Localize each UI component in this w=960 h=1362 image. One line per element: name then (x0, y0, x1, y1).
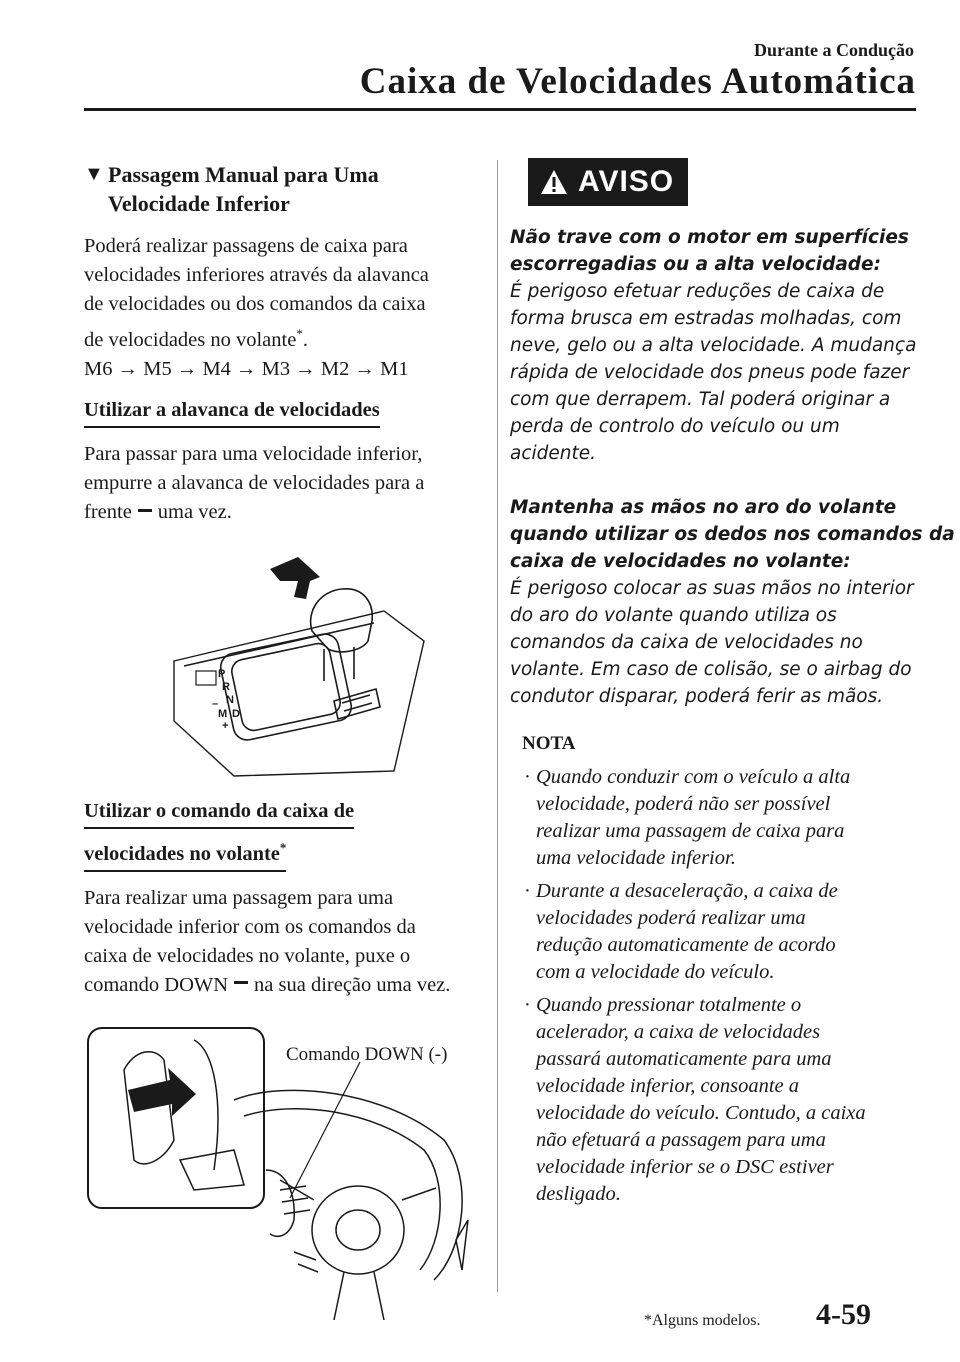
heading-line: Passagem Manual para Uma (108, 162, 379, 187)
header-section: Durante a Condução (753, 40, 914, 60)
warning-text-line: volante. Em caso de colisão, se o airbag do (510, 659, 912, 680)
arrow-forward-icon (270, 557, 320, 599)
heading-line: Velocidade Inferior (108, 191, 290, 216)
callout-leader (290, 1062, 360, 1198)
lever-subheading: Utilizar a alavanca de velocidades (84, 396, 380, 428)
nota-line: uma velocidade inferior. (536, 847, 736, 869)
nota-line: realizar uma passagem de caixa para (536, 820, 845, 842)
gate-label-d: D (232, 707, 240, 720)
footnote: *Alguns modelos. (644, 1312, 761, 1329)
minus-icon (138, 509, 152, 512)
callout-label: Comando DOWN (-) (286, 1043, 448, 1065)
gate-label-plus: + (222, 719, 229, 732)
gate-label-p: P (218, 667, 226, 680)
page-number: 4-59 (816, 1298, 871, 1331)
text-line: de velocidades ou dos comandos da caixa (84, 293, 426, 315)
nota-line: velocidade do veículo. Contudo, a caixa (536, 1102, 866, 1124)
warning-title-line: Não trave com o motor em superfícies (510, 227, 909, 248)
page-title: Caixa de Velocidades Automática (359, 61, 916, 102)
text-line: comando DOWN (84, 973, 229, 996)
footnote-mark: * (296, 326, 303, 341)
text-line: empurre a alavanca de velocidades para a (84, 471, 425, 494)
intro-paragraph (84, 232, 476, 384)
left-column (84, 160, 476, 1320)
text-line: Poderá realizar passagens de caixa para (84, 235, 408, 257)
warning-text-line: comandos da caixa de velocidades no (510, 632, 863, 653)
subheading-line: Utilizar o comando da caixa de (84, 797, 354, 829)
column-divider (497, 160, 498, 1292)
nota-item (524, 878, 922, 986)
warning-text-line: rápida de velocidade dos pneus pode fazer (510, 362, 910, 383)
warning-text-line: acidente. (510, 443, 597, 464)
text-line: uma vez. (157, 500, 232, 523)
gate-label-n: N (226, 693, 234, 706)
gate-label-minus: – (212, 697, 219, 710)
header-rule (84, 108, 916, 111)
subheading-line: velocidades no volante (84, 842, 280, 865)
warning-text-line: forma brusca em estradas molhadas, com (510, 308, 902, 329)
nota-item (524, 992, 922, 1208)
warning-text-line: perda de controlo do veículo ou um (510, 416, 840, 437)
gate-label-r: R (222, 680, 230, 693)
text-line: caixa de velocidades no volante, puxe o (84, 944, 411, 967)
warning-icon (540, 169, 568, 195)
section-heading (84, 160, 476, 218)
warning-body (510, 224, 955, 710)
text-line: Para passar para uma velocidade inferior, (84, 442, 423, 465)
text-line: Para realizar uma passagem para uma (84, 886, 394, 909)
footnote-mark: * (279, 839, 287, 855)
bullet-dot-icon: · (524, 766, 531, 788)
gate-label-m: M (218, 707, 228, 720)
warning-text-line: É perigoso colocar as suas mãos no interior (510, 578, 914, 599)
nota-label: NOTA (522, 733, 576, 754)
nota-line: Quando conduzir com o veículo a alta (536, 766, 851, 788)
warning-text-line: do aro do volante quando utiliza os (510, 605, 837, 626)
warning-title-line: Mantenha as mãos no aro do volante (510, 497, 897, 518)
aviso-badge (528, 158, 688, 206)
wheel-subheading (84, 797, 476, 872)
nota-item (524, 764, 922, 872)
bullet-dot-icon: · (524, 880, 531, 902)
warning-text-line: condutor disparar, poderá ferir as mãos. (510, 686, 884, 707)
text-line: na sua direção uma vez. (254, 973, 451, 996)
nota-line: velocidade inferior se o DSC estiver (536, 1156, 834, 1178)
warning-title-line: escorregadias ou a alta velocidade: (510, 254, 881, 275)
text-line: velocidades inferiores através da alavanca (84, 264, 429, 286)
lever-paragraph (84, 440, 476, 527)
nota-line: não efetuará a passagem para uma (536, 1129, 826, 1151)
text-line: frente (84, 500, 132, 523)
text-line: velocidade inferior com os comandos da (84, 915, 416, 938)
gear-sequence: M6 → M5 → M4 → M3 → M2 → M1 (84, 357, 409, 380)
minus-icon (234, 981, 248, 984)
warning-title-line: quando utilizar os dedos nos comandos da (510, 524, 955, 545)
warning-title-line: caixa de velocidades no volante: (510, 551, 851, 572)
shifter-illustration (84, 551, 476, 787)
steering-wheel-drawing (84, 1020, 476, 1320)
nota-line: redução automaticamente de acordo (536, 934, 836, 956)
right-column (508, 158, 955, 1208)
text-punct: . (302, 328, 308, 351)
warning-text-line: com que derrapem. Tal poderá originar a (510, 389, 891, 410)
shifter-drawing (84, 551, 476, 787)
arrow-pull-icon (128, 1068, 196, 1116)
nota-line: velocidade inferior, consoante a (536, 1075, 800, 1097)
bullet-dot-icon: · (524, 994, 531, 1016)
aviso-label: AVISO (578, 165, 675, 198)
nota-line: desligado. (536, 1183, 621, 1205)
wheel-paragraph (84, 884, 476, 1000)
nota-line: velocidade, poderá não ser possível (536, 793, 831, 815)
text-line: de velocidades no volante (84, 328, 297, 351)
nota-line: Durante a desaceleração, a caixa de (536, 880, 838, 902)
nota-line: com a velocidade do veículo. (536, 961, 775, 983)
steering-wheel-illustration (84, 1020, 476, 1320)
triangle-bullet-icon: ▼ (84, 163, 104, 185)
warning-text-line: É perigoso efetuar reduções de caixa de (510, 281, 885, 302)
warning-text-line: neve, gelo ou a alta velocidade. A mudança (510, 335, 917, 356)
nota-line: Quando pressionar totalmente o (536, 994, 802, 1016)
nota-line: passará automaticamente para uma (536, 1048, 832, 1070)
nota-line: velocidades poderá realizar uma (536, 907, 806, 929)
nota-line: acelerador, a caixa de velocidades (536, 1021, 821, 1043)
